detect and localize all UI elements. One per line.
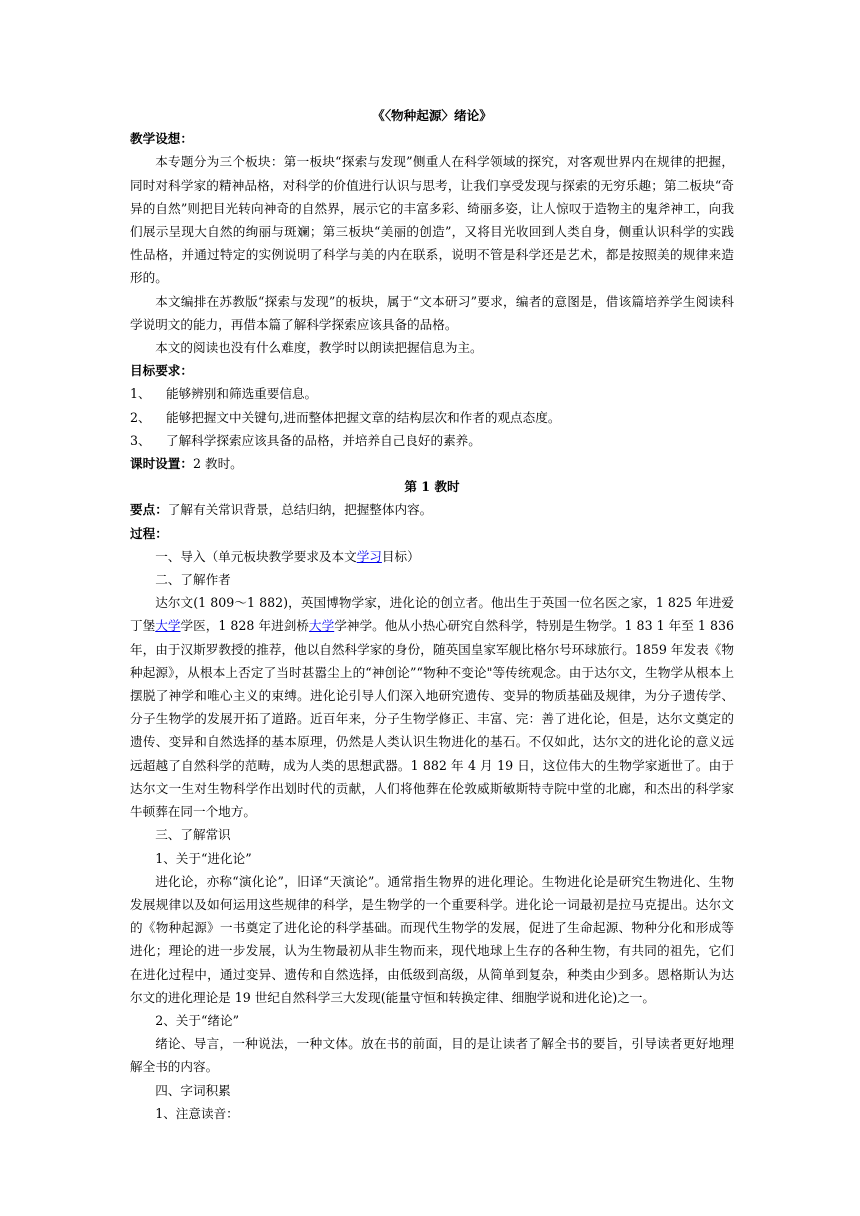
words-1-title: 1、注意读音： bbox=[155, 1105, 239, 1121]
design-paragraph-3: 本文的阅读也没有什么难度，教学时以朗读把握信息为主。 bbox=[155, 340, 483, 356]
class-hours-value: 2 教时。 bbox=[192, 456, 243, 472]
goals-heading: 目标要求： bbox=[130, 363, 193, 379]
document-page bbox=[130, 104, 734, 1125]
goal-item bbox=[130, 429, 734, 452]
goals-list bbox=[130, 382, 734, 452]
author-text-1: 达尔文(1 809～1 882)，英国博物学家，进化论的创立者。他出生于英国一位名医之家，1 825 年进爱丁堡 bbox=[130, 595, 734, 634]
goal-number: 2、 bbox=[130, 409, 151, 425]
process-heading: 过程： bbox=[130, 525, 168, 541]
step-1-text-end: 目标） bbox=[381, 548, 420, 564]
design-paragraph-2: 本文编排在苏教版“探索与发现”的板块，属于“文本研习”要求，编者的意图是，借该篇培养学生阅读科学说明文的能力，再借本篇了解科学探索应该具备的品格。 bbox=[130, 293, 734, 332]
university-link[interactable]: 大学 bbox=[155, 618, 181, 634]
knowledge-1-text: 进化论，亦称“演化论”，旧译“天演论”。通常指生物界的进化理论。生物进化论是研究生物进化、生物发展规律以及如何运用这些规律的科学，是生物学的一个重要科学。进化论一词最初是拉马克提出。达尔文的《物种起源》一书奠定了进化论的科学基础。而现代生物学的发展，促进了生命起源、物种分化和形成等进化；理论的进一步发展，认为生物最初从非生物而来，现代地球上生存的各种生物，有共同的祖先，它们在进化过程中，通过变异、遗传和自然选择，由低级到高级，从简单到复杂，种类由少到多。恩格斯认为达尔文的进化理论是 19 世纪自然科学三大发现(能量守恒和转换定律、细胞学说和进化论)之一。 bbox=[130, 873, 734, 1005]
step-4: 四、字词积累 bbox=[155, 1082, 231, 1098]
author-paragraph bbox=[130, 591, 734, 823]
key-points bbox=[130, 498, 734, 521]
step-3: 三、了解常识 bbox=[155, 827, 231, 843]
step-2: 二、了解作者 bbox=[155, 572, 231, 588]
step-1 bbox=[130, 545, 734, 568]
class-hours-label: 课时设置： bbox=[130, 456, 193, 472]
document-title: 《〈物种起源〉绪论》 bbox=[372, 108, 492, 123]
knowledge-1-title: 1、关于“进化论” bbox=[155, 850, 252, 866]
step-1-text: 一、导入（单元板块教学要求及本文 bbox=[155, 548, 357, 564]
goal-text: 能够把握文中关键句,进而整体把握文章的结构层次和作者的观点态度。 bbox=[166, 409, 561, 425]
design-paragraph-1: 本专题分为三个板块：第一板块“探索与发现”侧重人在科学领域的探究，对客观世界内在规律的把握，同时对科学家的精神品格，对科学的价值进行认识与思考，让我们享受发现与探索的无穷乐趣；第二板块“奇异的自然”则把目光转向神奇的自然界，展示它的丰富多彩、绮丽多姿，让人惊叹于造物主的鬼斧神工，向我们展示呈现大自然的绚丽与斑斓；第三板块“美丽的创造”，又将目光收回到人类自身，侧重认识科学的实践性品格，并通过特定的实例说明了科学与美的内在联系，说明不管是科学还是艺术，都是按照美的规律来造形的。 bbox=[130, 154, 734, 286]
knowledge-2-text: 绪论、导言，一种说法，一种文体。放在书的前面，目的是让读者了解全书的要旨，引导读者更好地理解全书的内容。 bbox=[130, 1036, 734, 1075]
goal-text: 能够辨别和筛选重要信息。 bbox=[166, 386, 318, 402]
goal-number: 1、 bbox=[130, 386, 151, 402]
goal-item bbox=[130, 406, 734, 429]
knowledge-2-title: 2、关于“绪论” bbox=[155, 1012, 240, 1028]
key-points-label: 要点： bbox=[130, 502, 168, 518]
lesson-1-heading: 第 1 教时 bbox=[404, 479, 460, 495]
teaching-design-heading: 教学设想： bbox=[130, 131, 193, 147]
class-hours bbox=[130, 452, 734, 475]
author-text-2: 学医，1 828 年进剑桥 bbox=[180, 618, 309, 634]
author-text-3: 学神学。他从小热心研究自然科学，特别是生物学。1 83 1 年至 1 836 年，由于汉斯罗教授的推荐，他以自然科学家的身份，随英国皇家军舰比格尔号环球旅行。1859 年发表《物种起源》，从根本上否定了当时甚嚣尘上的“神创论”“物种不变论"等传统观念。由于达尔文，生物学从根本上摆脱了神学和唯心主义的束缚。进化论引导人们深入地研究遗传、变异的物质基础及规律，为分子遗传学、分子生物学的发展开拓了道路。近百年来，分子生物学修正、丰富、完：善了进化论，但是，达尔文奠定的遗传、变异和自然选择的基本原理，仍然是人类认识生物进化的基石。不仅如此，达尔文的进化论的意义远远超越了自然科学的范畴，成为人类的思想武器。1 882 年 4 月 19 日，这位伟大的生物学家逝世了。由于达尔文一生对生物科学作出划时代的贡献，人们将他葬在伦敦威斯敏斯特寺院中堂的北廊，和杰出的科学家牛顿葬在同一个地方。 bbox=[130, 618, 735, 820]
university-link[interactable]: 大学 bbox=[308, 618, 335, 634]
goal-number: 3、 bbox=[130, 432, 151, 448]
goal-item bbox=[130, 382, 734, 405]
goal-text: 了解科学探索应该具备的品格，并培养自己良好的素养。 bbox=[166, 432, 481, 448]
key-points-value: 了解有关常识背景，总结归纳，把握整体内容。 bbox=[167, 502, 433, 518]
study-link[interactable]: 学习 bbox=[356, 548, 382, 564]
